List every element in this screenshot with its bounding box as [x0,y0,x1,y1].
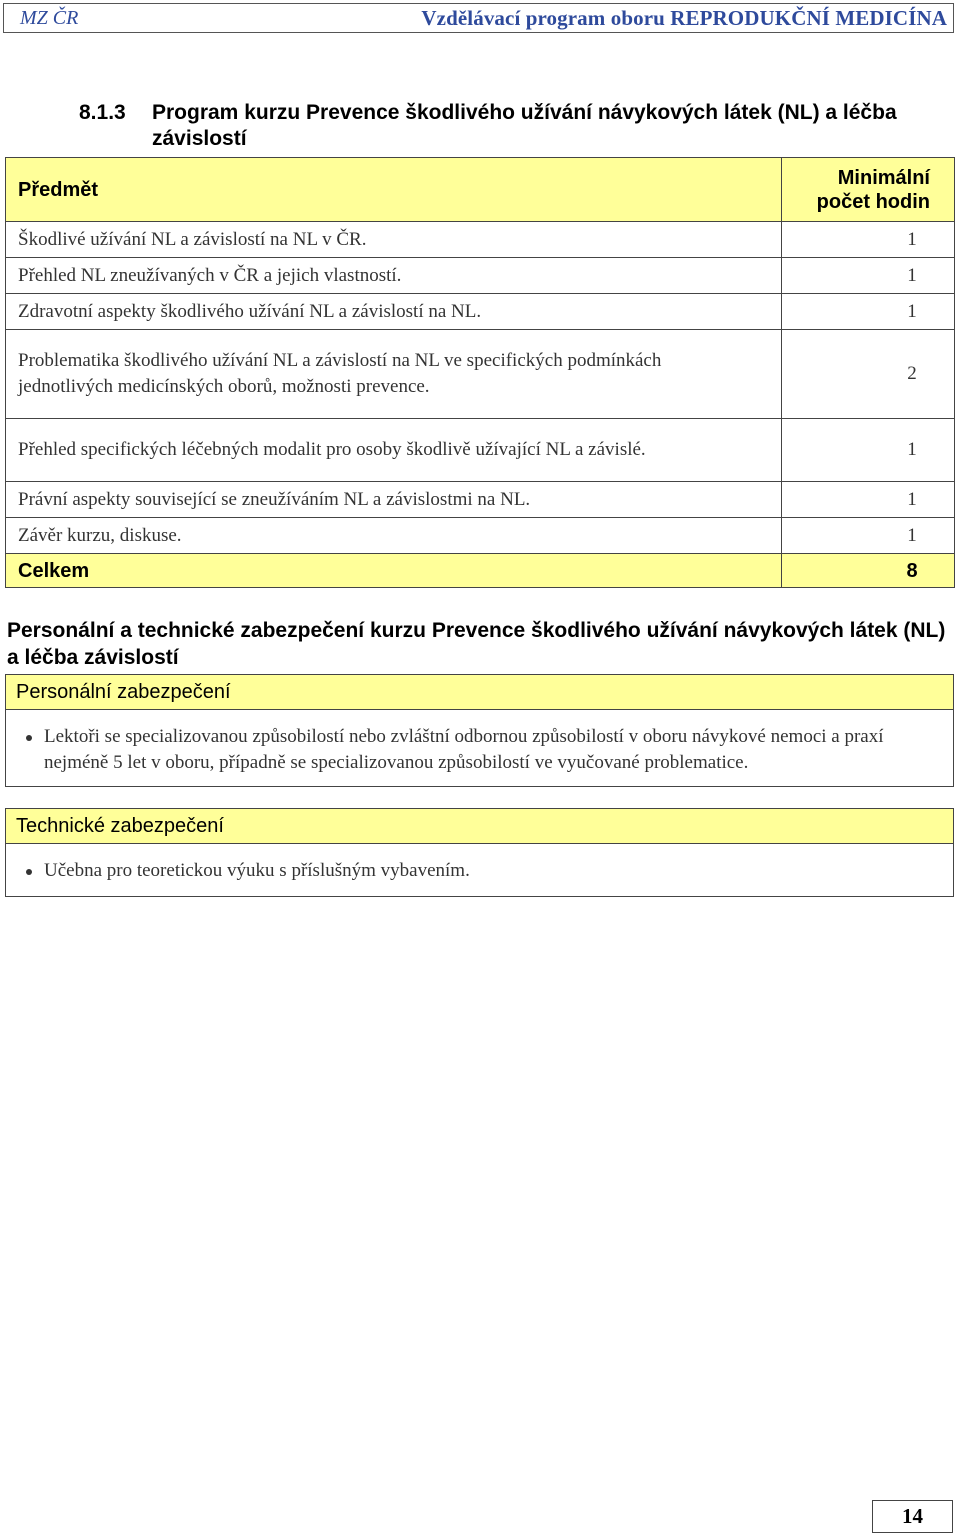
total-row [6,554,955,588]
table-row [6,419,955,482]
table-row [6,258,955,294]
total-label: Celkem [6,554,782,588]
technical-heading: Technické zabezpečení [5,808,954,844]
list-item [20,724,939,776]
page-number: 14 [872,1500,953,1533]
row-hours: 1 [782,294,955,330]
row-subject: Problematika škodlivého užívání NL a závislostí na NL ve specifických podmínkách jednotlivých medicínských oborů, možnosti prevence. [6,330,782,419]
table-row [6,518,955,554]
row-subject: Přehled specifických léčebných modalit pro osoby škodlivě užívající NL a závislé. [6,419,782,482]
row-hours: 1 [782,419,955,482]
table-row [6,222,955,258]
technical-box [5,808,954,897]
technical-item-text: Učebna pro teoretickou výuku s příslušným vybavením. [44,860,470,881]
bullet-icon [26,735,32,741]
row-hours: 1 [782,518,955,554]
row-subject: Přehled NL zneužívaných v ČR a jejich vlastností. [6,258,782,294]
header-left: MZ ČR [20,6,79,29]
table-row [6,482,955,518]
header-right: Vzdělávací program oboru REPRODUKČNÍ MEDICÍNA [421,5,947,30]
row-subject: Právní aspekty související se zneužíváním NL a závislostmi na NL. [6,482,782,518]
table-header-row [6,158,955,222]
row-hours: 2 [782,330,955,419]
personal-item-text: Lektoři se specializovanou způsobilostí nebo zvláštní odbornou způsobilostí v oboru návykové nemoci a praxí nejméně 5 let v oboru, případně se specializovanou způsobilostí ve vyučované problematice. [44,726,884,773]
personal-heading: Personální zabezpečení [5,674,954,710]
section-title [79,100,899,152]
row-hours: 1 [782,482,955,518]
personal-box [5,674,954,787]
bullet-icon [26,869,32,875]
table-row [6,330,955,419]
program-table [5,157,955,588]
col-subject-header: Předmět [6,158,782,222]
list-item [20,858,939,884]
staffing-title: Personální a technické zabezpečení kurzu Prevence škodlivého užívání návykových látek (NL) a léčba závislostí [7,619,946,669]
section-title-text: Program kurzu Prevence škodlivého užívání návykových látek (NL) a léčba závislostí [152,101,897,150]
technical-body [5,844,954,897]
row-hours: 1 [782,222,955,258]
col-hours-header: Minimální počet hodin [782,158,955,222]
row-hours: 1 [782,258,955,294]
row-subject: Škodlivé užívání NL a závislostí na NL v ČR. [6,222,782,258]
table-row [6,294,955,330]
page-header [3,3,954,33]
row-subject: Závěr kurzu, diskuse. [6,518,782,554]
row-subject: Zdravotní aspekty škodlivého užívání NL a závislostí na NL. [6,294,782,330]
section-number: 8.1.3 [79,101,126,124]
personal-body [5,710,954,787]
total-value: 8 [782,554,955,588]
